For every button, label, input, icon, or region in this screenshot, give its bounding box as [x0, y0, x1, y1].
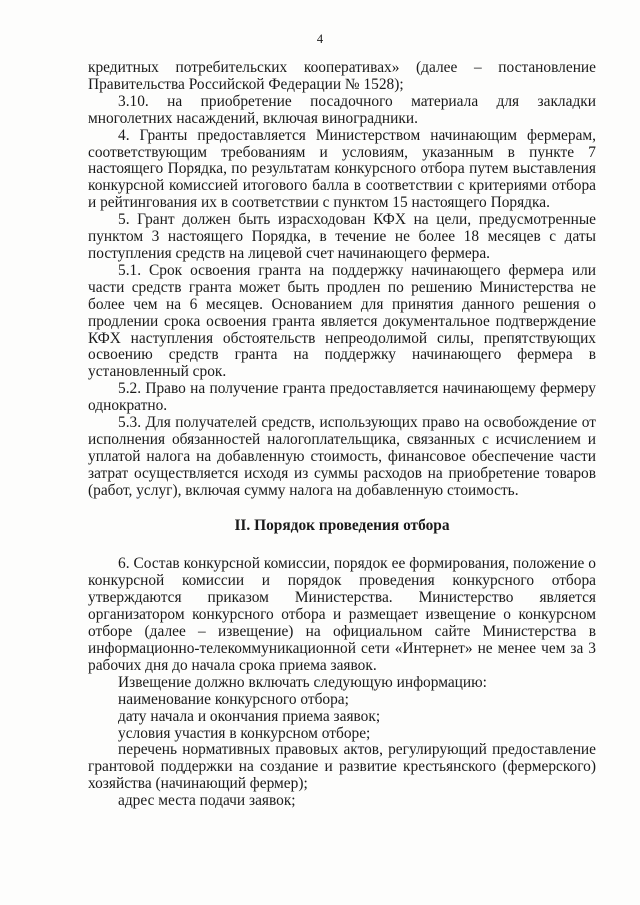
- paragraph-5: 5. Грант должен быть израсходован КФХ на цели, предусмотренные пунктом 3 настоящего Порядка, в течение не более 18 месяцев с даты поступления средств на лицевой счет начинающего фермера.: [88, 211, 596, 262]
- paragraph-6: 6. Состав конкурсной комиссии, порядок ее формирования, положение о конкурсной комиссии и порядок проведения конкурсного отбора утверждаются приказом Министерства. Министерство является организатором конкурсного отбора и размещает извещение о конкурсном отборе (далее – извещение) на официальном сайте Министерства в информационно-телекоммуникационной сети «Интернет» не менее чем за 3 рабочих дня до начала срока приема заявок.: [88, 555, 596, 674]
- paragraph-5-3: 5.3. Для получателей средств, использующих право на освобождение от исполнения обязанностей налогоплательщика, связанных с исчислением и уплатой налога на добавленную стоимость, финансовое обеспечение части затрат осуществляется исходя из суммы расходов на приобретение товаров (работ, услуг), включая сумму налога на добавленную стоимость.: [88, 414, 596, 499]
- list-item: адрес места подачи заявок;: [118, 792, 296, 810]
- list-item: наименование конкурсного отбора;: [118, 690, 349, 708]
- section-heading: II. Порядок проведения отбора: [234, 516, 450, 534]
- list-item: перечень нормативных правовых актов, регулирующий предоставление грантовой поддержки на создание и развитие крестьянского (фермерского) хозяйства (начинающий фермер);: [88, 741, 596, 793]
- paragraph-4: 4. Гранты предоставляется Министерством начинающим фермерам, соответствующим требованиям и условиям, указанным в пункте 7 настоящего Порядка, по результатам конкурсного отбора путем выставления конкурсной комиссией итогового балла в соответствии с критериями отбора и рейтингования их в соответствии с пунктом 15 настоящего Порядка.: [88, 126, 596, 212]
- page-number: 4: [316, 32, 324, 46]
- list-item: условия участия в конкурсном отборе;: [118, 724, 371, 742]
- list-item: дату начала и окончания приема заявок;: [118, 707, 381, 725]
- paragraph-continuation: кредитных потребительских кооперативах» (далее – постановление Правительства Российской Федерации № 1528);: [88, 59, 596, 93]
- paragraph-5-2: 5.2. Право на получение гранта предоставляется начинающему фермеру однократно.: [88, 380, 596, 415]
- document-body: [88, 60, 596, 810]
- paragraph-5-1: 5.1. Срок освоения гранта на поддержку начинающего фермера или части средств гранта может быть продлен по решению Министерства не более чем на 6 месяцев. Основанием для принятия данного решения о продлении срока освоения гранта является документальное подтверждение КФХ наступления обстоятельств непреодолимой силы, препятствующих освоению средств гранта на поддержку начинающего фермера в установленный срок.: [88, 261, 596, 381]
- paragraph-notice-intro: Извещение должно включать следующую информацию:: [118, 673, 487, 691]
- paragraph-3-10: 3.10. на приобретение посадочного материала для закладки многолетних насаждений, включая виноградники.: [88, 92, 596, 127]
